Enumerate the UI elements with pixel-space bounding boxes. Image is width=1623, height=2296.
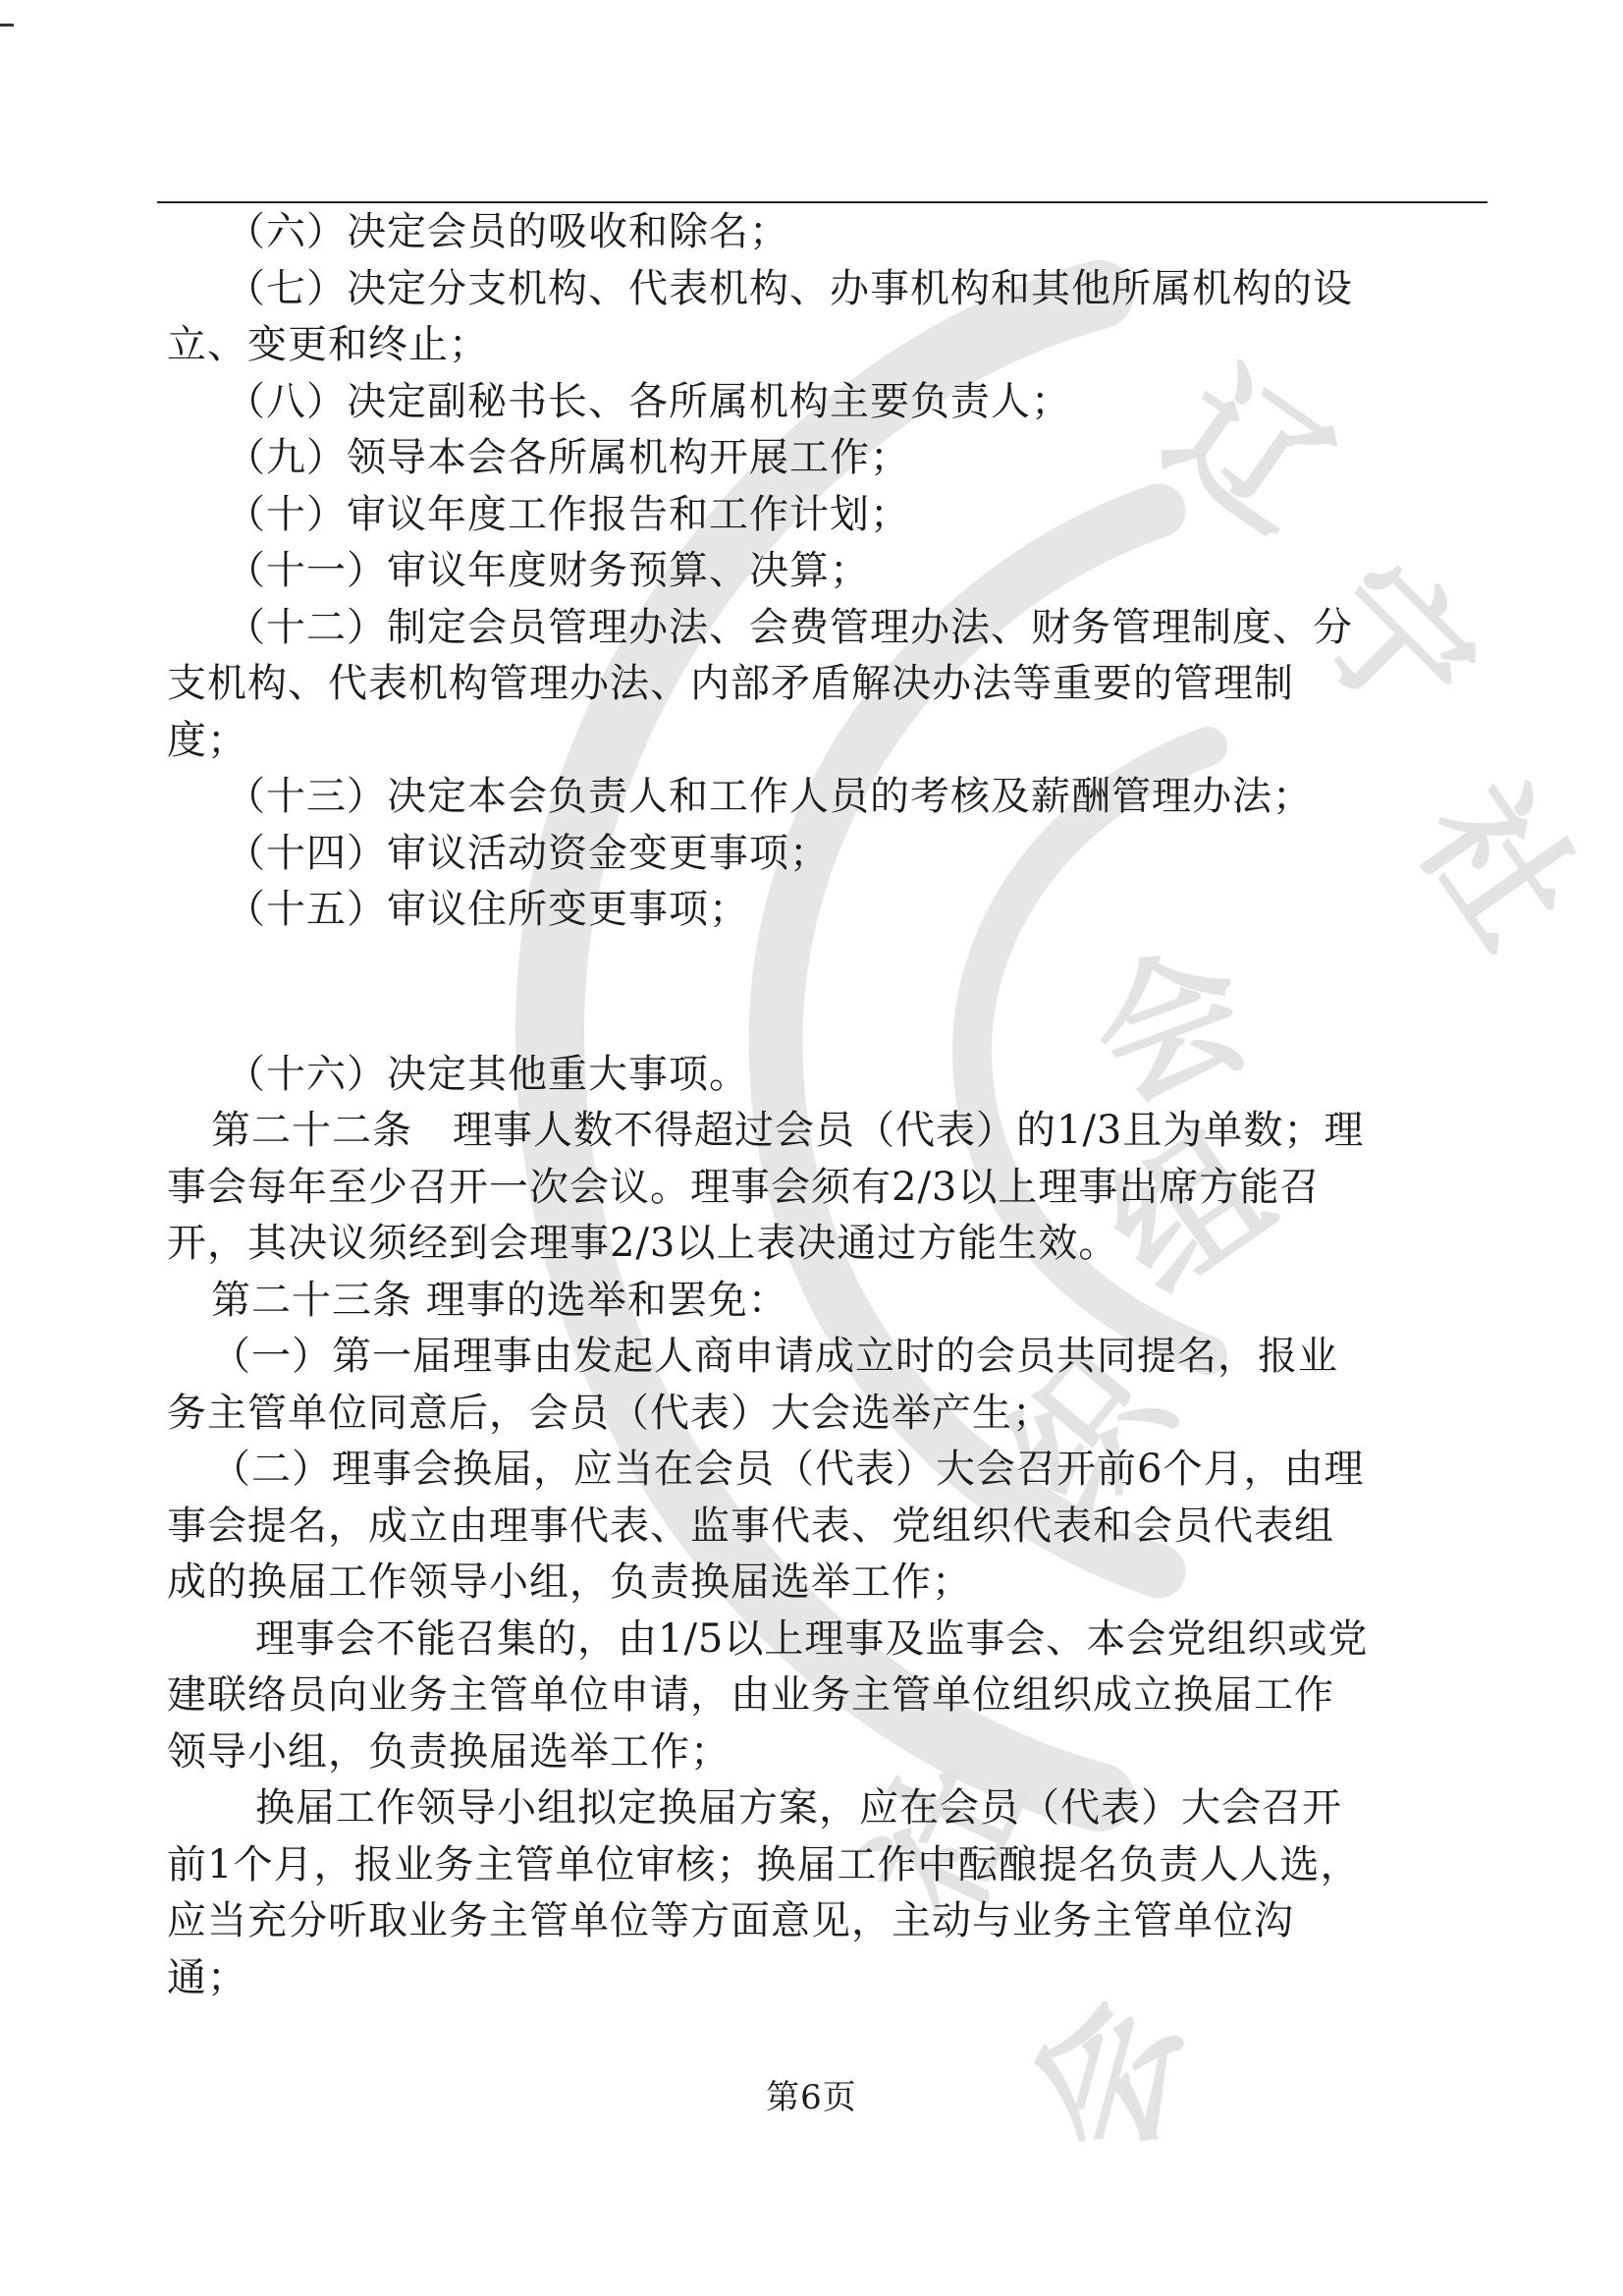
article-23-item-2a: （二）理事会换届，应当在会员（代表）大会召开前6个月，由理 [211,1447,1365,1492]
article-23-para-4a: 换届工作领导小组拟定换届方案，应在会员（代表）大会召开 [255,1785,1342,1831]
article-23-item-1b: 务主管单位同意后，会员（代表）大会选举产生； [167,1390,1053,1436]
document-body [167,204,1488,2006]
clause-line-7b: 立、变更和终止； [167,322,489,367]
scan-corner-mark [0,24,14,27]
watermark-char-3: 社 [1384,756,1610,976]
clause-line-12a: （十二）制定会员管理办法、会费管理办法、财务管理制度、分 [226,604,1353,650]
article-23-para-4c: 应当充分听取业务主管单位等方面意见，主动与业务主管单位沟 [167,1898,1294,1943]
clause-line-7a: （七）决定分支机构、代表机构、办事机构和其他所属机构的设 [226,265,1353,311]
clause-line-12b: 支机构、代表机构管理办法、内部矛盾解决办法等重要的管理制 [167,661,1294,706]
clause-line-8: （八）决定副秘书长、各所属机构主要负责人； [226,378,1071,424]
article-23-para-3a: 理事会不能召集的，由1/5以上理事及监事会、本会党组织或党 [255,1615,1369,1662]
watermark-char-4: 会 [1072,922,1271,1133]
article-23-para-3b: 建联络员向业务主管单位申请，由业务主管单位组织成立换届工作 [167,1672,1334,1718]
page-number: 第6页 [766,2078,857,2117]
article-22-line-b: 事会每年至少召开一次会议。理事会须有2/3以上理事出席方能召 [167,1164,1321,1210]
watermark-char-8: 会 [1007,1983,1212,2170]
clause-line-10: （十）审议年度工作报告和工作计划； [226,491,910,537]
watermark-char-1: 辽 [1138,340,1358,566]
article-23-para-3c: 领导小组，负责换届选举工作； [167,1728,730,1775]
watermark-char-7: 社 [839,1733,1057,1941]
article-23-para-4b: 前1个月，报业务主管单位审核；换届工作中酝酿提名负责人人选， [167,1841,1361,1887]
clause-line-14: （十四）审议活动资金变更事项； [226,830,830,876]
article-23-heading: 第二十三条 理事的选举和罢免： [211,1277,788,1323]
clause-line-16: （十六）决定其他重大事项。 [226,1051,749,1097]
article-23-para-4d: 通； [167,1954,247,2000]
clause-line-6: （六）决定会员的吸收和除名； [226,209,789,254]
article-23-item-2c: 成的换届工作领导小组，负责换届选举工作； [167,1559,972,1605]
article-22-line-a: 第二十二条 理事人数不得超过会员（代表）的1/3且为单数；理 [211,1108,1365,1153]
clause-line-13: （十三）决定本会负责人和工作人员的考核及薪酬管理办法； [226,774,1313,819]
article-23-item-1a: （一）第一届理事由发起人商申请成立时的会员共同提名，报业 [211,1334,1338,1379]
article-22-line-c: 开，其决议须经到会理事2/3以上表决通过方能生效。 [167,1221,1119,1266]
clause-line-11: （十一）审议年度财务预算、决算； [226,548,870,593]
paragraph-gap [167,939,1488,1047]
watermark-char-2: 宁 [1280,532,1506,758]
article-23-item-2b: 事会提名，成立由理事代表、监事代表、党组织代表和会员代表组 [167,1503,1334,1549]
clause-line-15: （十五）审议住所变更事项； [226,887,749,932]
clause-line-9: （九）领导本会各所属机构开展工作； [226,435,910,480]
watermark-char-5: 组 [1080,1100,1300,1326]
header-rule [157,201,1488,203]
clause-line-12c: 度； [167,717,247,763]
watermark-char-6: 织 [976,1322,1203,1546]
